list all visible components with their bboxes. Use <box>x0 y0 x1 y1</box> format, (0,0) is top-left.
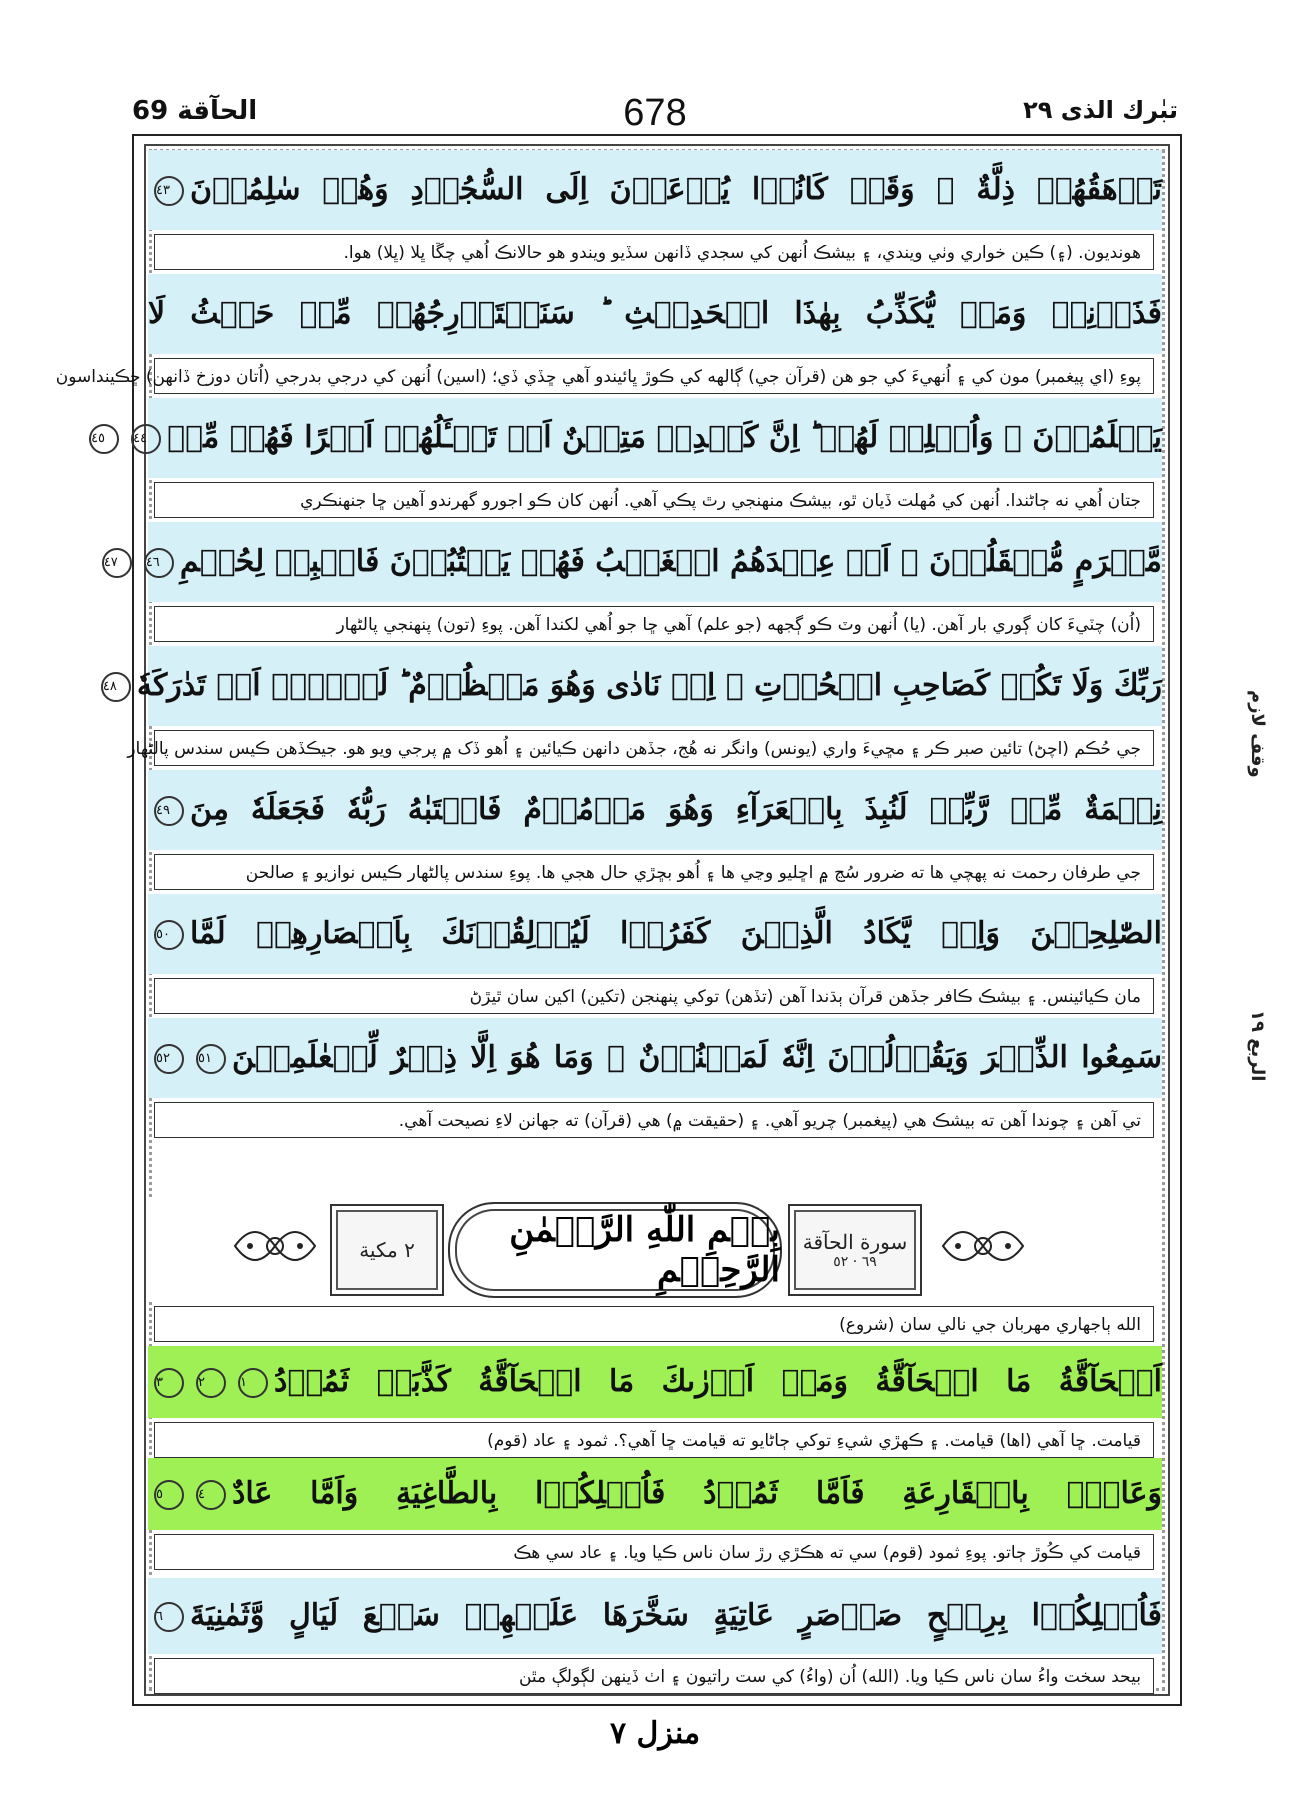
ayah-number-marker: ٤٣ <box>154 176 184 206</box>
ayah-number-marker: ٤٤ <box>131 424 161 454</box>
verse-line <box>148 1458 1162 1530</box>
verse-arabic: يَعۡلَمُوۡنَ ۙ وَاُمۡلِىۡ لَهُمۡ ؕ اِنَّ كَيۡدِىۡ مَتِيۡنٌ اَمۡ تَسۡـَٔلُهُمۡ اَجۡرًا فَهُمۡ مِّنۡ <box>167 420 1162 455</box>
translation-line: تي آهن ۽ چوندا آهن ته بيشڪ هي (پيغمبر) چريو آهي. ۽ (حقيقت ۾) هي (قرآن) ته جهانن لاءِ نصيحت آهي. <box>154 1102 1154 1138</box>
verse-line <box>148 894 1162 974</box>
manzil-footer: منزل ٧ <box>609 1716 701 1751</box>
verse-line <box>91 398 1162 478</box>
translation-line: هونديون. (۽) ڪين خواري وٺي ويندي، ۽ بيشڪ اُنهن کي سجدي ڏانهن سڏيو ويندو هو حالانڪ اُهي چڱا ڀلا (ڀلا) هوا. <box>154 234 1154 270</box>
margin-note-waqf: وقف لازم <box>1247 690 1268 778</box>
translation-line: مان ڪيائينس. ۽ بيشڪ ڪافر جڏهن قرآن ٻڌندا آهن (تڏهن) توکي پنهنجن (تکين) اکين سان ٿيڙڻ <box>154 978 1154 1014</box>
ayah-number-marker: ٥٠ <box>154 920 184 950</box>
translation-line: جي طرفان رحمت نه پهچي ها ته ضرور سُڃ ۾ اڇليو وڃي ها ۽ اُهو بڇڙي حال هجي ها. پوءِ سندس پالڻهار ڪيس نوازيو ۽ صالحن <box>154 854 1154 890</box>
ayah-number-marker: ٢ <box>196 1368 226 1398</box>
surah-label: سورة الحآقة <box>802 1230 908 1254</box>
basmala: بِسۡمِ اللّٰهِ الرَّحۡمٰنِ الرَّحِيۡمِ <box>448 1202 782 1298</box>
verse-arabic: تَرۡهَقُهُمۡ ذِلَّةٌ ۚ وَقَدۡ كَانُوۡا يُدۡعَوۡنَ اِلَى السُّجُوۡدِ وَهُمۡ سٰلِمُوۡنَ <box>190 172 1162 207</box>
makkiya-label: مكية <box>359 1238 398 1262</box>
translation-line: قيامت کي ڪُوڙ ڄاتو. پوءِ ثمود (قوم) سي ته هڪڙي رڙ سان ناس ڪيا ويا. ۽ عاد سي هڪ <box>154 1534 1154 1570</box>
verse-arabic: نِعۡمَةٌ مِّنۡ رَّبِّهٖ لَنُبِذَ بِالۡعَرَآءِ وَهُوَ مَذۡمُوۡمٌ فَاجۡتَبٰهُ رَبُّهٗ فَجَعَلَهٗ مِنَ <box>190 792 1162 827</box>
translation-line: جي حُڪم (اچڻ) تائين صبر ڪر ۽ مڇيءَ واري (يونس) وانگر نه هُج، جڏهن دانهن ڪيائين ۽ اُهو ڏک ۾ پرجي ويو هو. جيڪڏهن ڪيس سندس پالڻهار <box>154 730 1154 766</box>
verse-arabic: اَلۡحَآقَّةُ مَا الۡحَآقَّةُ وَمَاۤ اَدۡرٰٮكَ مَا الۡحَآقَّةُ كَذَّبَتۡ ثَمُوۡدُ <box>274 1364 1162 1399</box>
ruku-count-box <box>330 1204 444 1296</box>
surah-number: ٦٩ <box>861 1254 877 1270</box>
verse-line <box>148 1346 1162 1418</box>
ayah-number-marker: ٤٦ <box>144 548 174 578</box>
juz-name-header: تبٰرك الذى ٢٩ <box>1023 96 1178 124</box>
translation-line: (اُن) چٽيءَ کان ڳوري بار آهن. (يا) اُنهن وٽ ڪو ڳجهه (جو علم) آهي ڇا جو اُهي لکندا آهن. پوءِ (تون) پنهنجي پالڻهار <box>154 606 1154 642</box>
verse-line <box>102 646 1162 726</box>
verse-arabic: فَاُهۡلِكُوۡا بِرِيۡحٍ صَرۡصَرٍ عَاتِيَةٍ سَخَّرَهَا عَلَيۡهِمۡ سَبۡعَ لَيَالٍ وَّثَمٰنِيَةَ <box>190 1598 1162 1633</box>
ornament-left-icon <box>230 1214 320 1278</box>
verse-arabic: رَبِّكَ وَلَا تَكُنۡ كَصَاحِبِ الۡحُوۡتِ ۘ اِذۡ نَادٰى وَهُوَ مَكۡظُوۡمٌ ؕ لَوۡلَاۤ اَنۡ تَدٰرَكَهٗ <box>136 668 1162 703</box>
verse-line <box>148 150 1162 230</box>
surah-name-header: الحآقة 69 <box>132 96 258 126</box>
ayat-count: ٥٢ <box>833 1254 849 1270</box>
ayah-number-marker: ٥١ <box>196 1044 226 1074</box>
ayah-number-marker: ٣ <box>154 1368 184 1398</box>
translation-line: بيحد سخت واءُ سان ناس ڪيا ويا. (الله) اُن (واءُ) کي ست راتيون ۽ اٺ ڏينهن لڳولڳ مٿن <box>154 1658 1154 1694</box>
verse-arabic: سَمِعُوا الذِّكۡرَ وَيَقُوۡلُوۡنَ اِنَّهٗ لَمَجۡنُوۡنٌ ۘ وَمَا هُوَ اِلَّا ذِكۡرٌ لِّلۡعٰلَمِيۡنَ <box>232 1040 1162 1075</box>
ayah-number-marker: ٥ <box>154 1480 184 1510</box>
translation-line: پوءِ (اي پيغمبر) مون کي ۽ اُنهيءَ کي جو هن (قرآن جي) ڳالهه کي ڪوڙ ڀائيندو آهي ڇڏي ڏي؛ (اسين) اُنهن کي درجي بدرجي (اُتان دوزخ ڏانهن) ڇڪينداسون <box>154 358 1154 394</box>
ayah-number-marker: ١ <box>238 1368 268 1398</box>
verse-arabic: الصّٰلِحِيۡنَ وَاِنۡ يَّكَادُ الَّذِيۡنَ كَفَرُوۡا لَيُزۡلِقُوۡنَكَ بِاَبۡصَارِهِمۡ لَمَّا <box>190 916 1162 951</box>
page-number: 678 <box>623 92 687 134</box>
ayah-number-marker: ٤٨ <box>101 672 131 702</box>
verse-line <box>148 274 1162 354</box>
verse-line <box>103 522 1162 602</box>
verse-line <box>148 1018 1162 1098</box>
basmala-translation: الله ٻاجهاري مهربان جي نالي سان (شروع) <box>154 1306 1154 1342</box>
ayah-number-marker: ٤ <box>196 1480 226 1510</box>
margin-note-rub: الربع ١٩ <box>1247 1010 1268 1082</box>
verse-arabic: مَّغۡرَمٍ مُّثۡقَلُوۡنَ ۚ اَمۡ عِنۡدَهُمُ الۡغَيۡبُ فَهُمۡ يَكۡتُبُوۡنَ فَاصۡبِرۡ لِحُكۡمِ <box>179 544 1162 579</box>
ayah-number-marker: ٤٧ <box>102 548 132 578</box>
verse-line <box>148 1578 1162 1654</box>
page-content <box>55 150 1162 1690</box>
surah-name-box: سورة الحآقة ٦٩ · ٥٢ <box>788 1204 922 1296</box>
ayah-number-marker: ٤٥ <box>89 424 119 454</box>
verse-arabic: فَذَرۡنِىۡ وَمَنۡ يُّكَذِّبُ بِهٰذَا الۡحَدِيۡثِ ؕ سَنَسۡتَدۡرِجُهُمۡ مِّنۡ حَيۡثُ لَا <box>148 296 1162 331</box>
ruku-count: ٢ <box>404 1238 415 1262</box>
ornament-right-icon <box>938 1214 1028 1278</box>
verse-line <box>148 770 1162 850</box>
surah-header <box>148 1198 1162 1302</box>
translation-line: جتان اُهي نه ڄاڻندا. اُنهن کي مُهلت ڏيان ٿو، بيشڪ منهنجي رٿ پڪي آهي. اُنهن کان ڪو اجورو گهرندو آهين ڇا جنهنڪري <box>154 482 1154 518</box>
verse-arabic: وَعَادٌۢ بِالۡقَارِعَةِ فَاَمَّا ثَمُوۡدُ فَاُهۡلِكُوۡا بِالطَّاغِيَةِ وَاَمَّا عَادٌ <box>232 1476 1162 1511</box>
ayah-number-marker: ٦ <box>154 1602 184 1632</box>
ayah-number-marker: ٥٢ <box>154 1044 184 1074</box>
ayah-number-marker: ٤٩ <box>154 796 184 826</box>
translation-line: قيامت. ڇا آهي (اها) قيامت. ۽ ڪهڙي شيءِ توکي ڄاڻايو ته قيامت ڇا آهي؟. ثمود ۽ عاد (قوم) <box>154 1422 1154 1458</box>
